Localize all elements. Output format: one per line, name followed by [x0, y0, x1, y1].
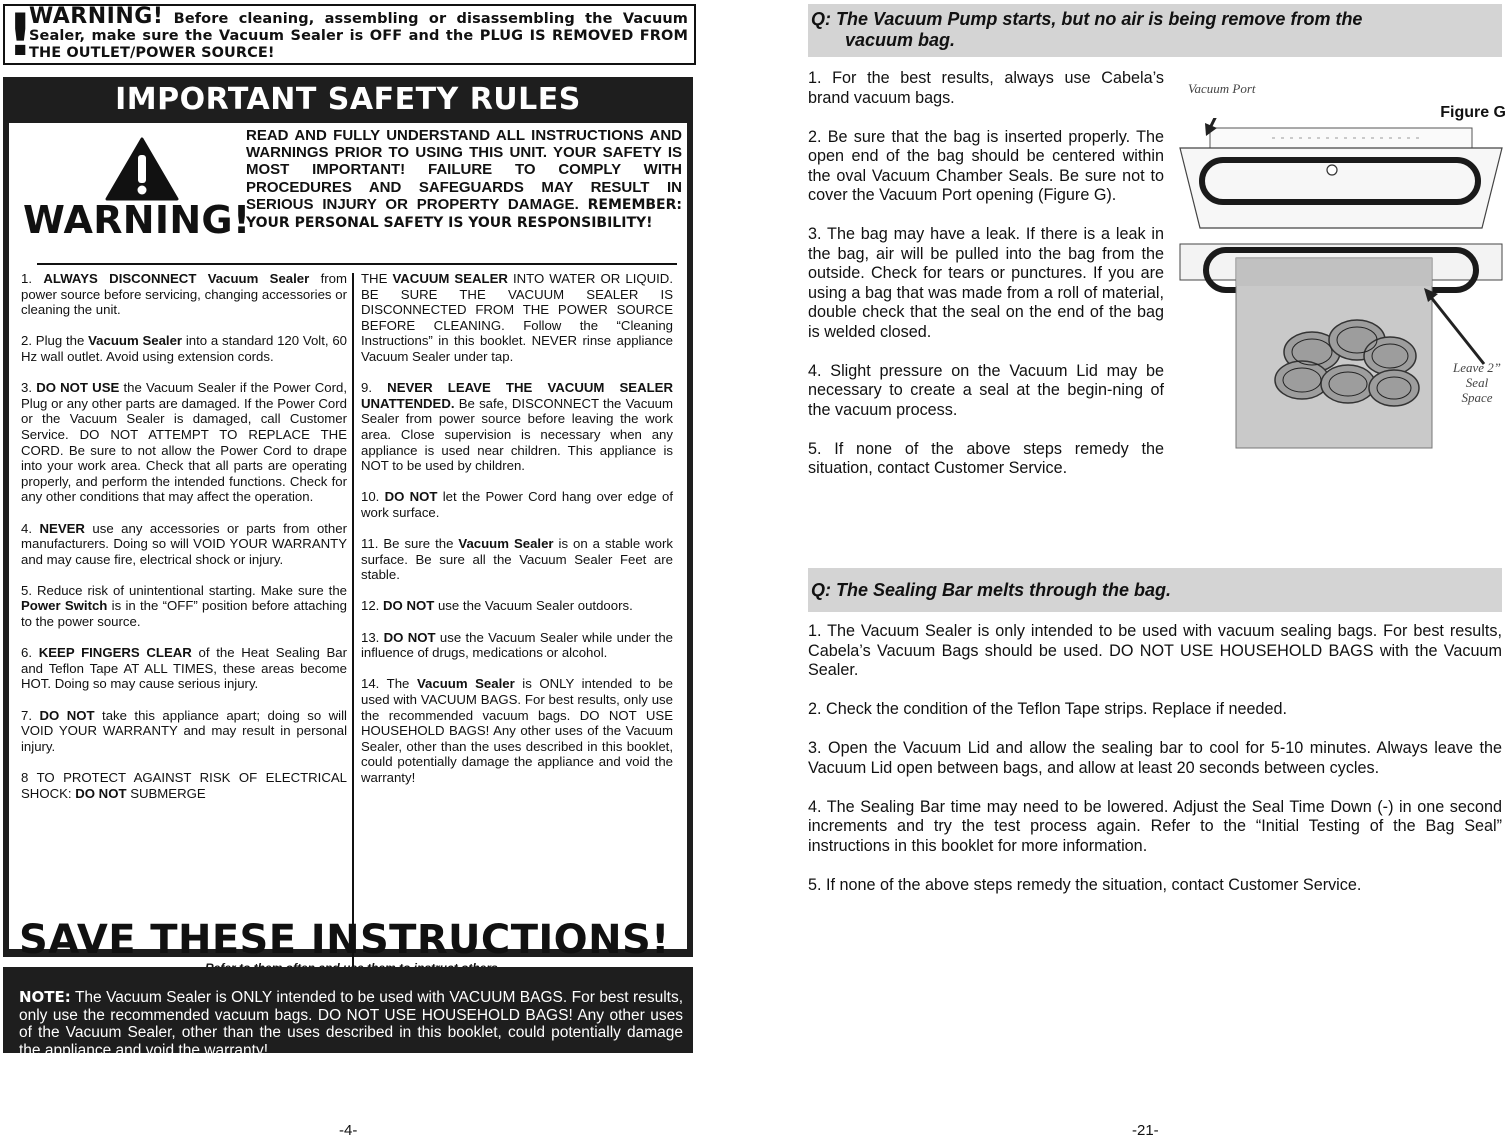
item-emphasis: DO NOT [384, 489, 438, 505]
item-text: into a standard 120 Volt, 60 Hz wall outlet. Avoid using extension cords. [21, 333, 347, 364]
item-text: is in the “OFF” position before attaching to the power source. [21, 598, 347, 630]
note-label: NOTE: [19, 988, 71, 1006]
save-instructions-heading: SAVE THESE INSTRUCTIONS! [19, 917, 670, 963]
top-warning-text [29, 4, 688, 62]
item-text: use the Vacuum Sealer outdoors. [434, 598, 633, 614]
item-emphasis: DO NOT [39, 707, 95, 723]
item-text: use any accessories or parts from other manufacturers. Doing so will VOID YOUR WARRANTY and may cause fire, electrical shock or injury. [21, 520, 347, 567]
list-item [21, 380, 347, 505]
top-warning-box [3, 1, 696, 69]
safety-intro-emphasis: REMEMBER: YOUR PERSONAL SAFETY IS YOUR RESPONSIBILITY! [246, 196, 682, 232]
item-number: 4. [21, 520, 32, 536]
item-text: Reduce risk of unintentional starting. Make sure the [37, 582, 347, 598]
item-number: 9. [361, 380, 372, 396]
right-page [808, 0, 1504, 1137]
item-emphasis: DO NOT USE [36, 380, 120, 396]
item-emphasis: Vacuum Sealer [88, 333, 183, 349]
list-item [361, 630, 673, 661]
list-item [361, 536, 673, 583]
list-item [21, 333, 347, 364]
item-number: 8 [21, 770, 29, 785]
safety-rules-content [9, 123, 687, 963]
sealing-bar-answers [808, 622, 1502, 915]
list-item [21, 271, 347, 318]
safety-rules-title: IMPORTANT SAFETY RULES [115, 82, 581, 117]
top-warning-heading: WARNING! [29, 4, 164, 29]
vacuum-port-label: Vacuum Port [1188, 81, 1256, 96]
top-warning-body: Before cleaning, assembling or disassembling the Vacuum Sealer, make sure the Vacuum Sealer is OFF and the PLUG IS REMOVED FROM THE OUTLET/POWER SOURCE! [29, 11, 688, 61]
question-line-2: vacuum bag. [845, 30, 956, 50]
item-text: from power source before servicing, changing accessories or cleaning the unit. [21, 271, 347, 318]
question-text: The Sealing Bar melts through the bag. [836, 580, 1172, 600]
item-text: take this appliance apart; doing so will VOID YOUR WARRANTY and may result in personal injury. [21, 707, 347, 754]
list-item: 1. The Vacuum Sealer is only intended to be used with vacuum sealing bags. For best results, Cabela’s Vacuum Bags should be used. DO NOT USE HOUSEHOLD BAGS with the Vacuum Sealer. [808, 622, 1502, 679]
list-item: 2. Be sure that the bag is inserted properly. The open end of the bag should be centered within the oval Vacuum Chamber Seals. Be sure not to cover the Vacuum Port opening (Figure G). [808, 127, 1164, 204]
item-emphasis: NEVER LEAVE THE VACUUM SEALER UNATTENDED. [361, 380, 673, 411]
item-number: 6. [21, 645, 32, 661]
item-text: SUBMERGE [126, 785, 206, 801]
figure-g-label: Figure G [1440, 104, 1506, 121]
item-number: 2. [21, 333, 32, 349]
question-line-1 [811, 9, 1502, 30]
question-prefix: Q: [811, 580, 831, 600]
list-item: 3. The bag may have a leak. If there is a leak in the bag, air will be pulled into the bag from the outside. Check for tears or punctures. If you are using a bag that was made from a roll of material, double check that the seal on the end of the bag is welded closed. [808, 225, 1164, 341]
item-text: INTO WATER OR LIQUID. BE SURE THE VACUUM SEALER IS DISCONNECTED FROM THE POWER SOURCE BEFORE CLEANING. Follow the “Cleaning Instructions” in this booklet. NEVER rinse appliance Vacuum Sealer under tap. [361, 271, 673, 364]
list-item: 2. Check the condition of the Teflon Tape strips. Replace if needed. [808, 700, 1288, 718]
item-text: Plug the [35, 333, 89, 349]
item-emphasis: Vacuum Sealer [458, 536, 554, 552]
item-text: THE [361, 271, 393, 286]
question-sealing-bar [808, 568, 1502, 612]
list-item: 4. Slight pressure on the Vacuum Lid may be necessary to create a seal at the begin-ning of the vacuum process. [808, 361, 1164, 419]
item-number: 12. [361, 598, 380, 614]
item-emphasis: VACUUM SEALER [392, 271, 508, 286]
exclamation-icon: ! [7, 1, 34, 69]
item-emphasis: KEEP FINGERS CLEAR [38, 645, 192, 661]
safety-rules-box [3, 77, 693, 963]
item-text: the Vacuum Sealer if the Power Cord, Plug or any other parts are damaged. If the Power Cord or the Vacuum Sealer is damaged, call Customer Service. DO NOT ATTEMPT TO REPLACE THE CORD. Be sure to not allow the Power Cord to drape into your work area. Check that all parts are operating properly, and perform the intended functions. Check for any other conditions that may affect the operation. [21, 380, 347, 505]
safety-rules-left-column [21, 271, 347, 817]
leave-seal-space-line-1: Leave 2” [1452, 360, 1502, 375]
figure-g [1172, 76, 1506, 452]
list-item [361, 598, 673, 614]
column-divider [352, 273, 354, 997]
list-item [21, 708, 347, 755]
safety-intro [246, 127, 682, 232]
list-item: 5. If none of the above steps remedy the situation, contact Customer Service. [808, 875, 1362, 894]
warning-triangle-icon [105, 137, 179, 201]
item-number: 7. [21, 707, 32, 723]
question-text: The Vacuum Pump starts, but no air is being remove from the [836, 9, 1363, 29]
item-number: 13. [361, 629, 380, 645]
leave-seal-space-line-2: Seal [1465, 375, 1489, 390]
leave-seal-space-label [1448, 360, 1506, 405]
divider [37, 263, 677, 265]
list-item [361, 489, 673, 520]
list-item: 1. For the best results, always use Cabela’s brand vacuum bags. [808, 69, 1164, 107]
item-emphasis: NEVER [39, 520, 85, 536]
item-text: Be sure the [383, 536, 459, 552]
item-number: 5. [21, 582, 32, 598]
list-item [21, 521, 347, 568]
item-text: TO PROTECT AGAINST RISK OF ELECTRICAL SHOCK: [21, 770, 347, 801]
list-item [21, 645, 347, 692]
list-item [361, 271, 673, 365]
item-emphasis: Power Switch [21, 598, 108, 614]
page-number-right: -21- [1132, 1122, 1159, 1137]
list-item [361, 380, 673, 474]
note-box [3, 967, 693, 1059]
list-item: 3. Open the Vacuum Lid and allow the sealing bar to cool for 5-10 minutes. Always leave the Vacuum Lid open between bags, and allow at least 20 seconds between cycles. [808, 739, 1502, 777]
question-vacuum-pump [808, 4, 1502, 57]
safety-intro-text: READ AND FULLY UNDERSTAND ALL INSTRUCTIONS AND WARNINGS PRIOR TO USING THIS UNIT. YOUR SAFETY IS MOST IMPORTANT! FAILURE TO COMPLY WITH PROCEDURES AND SAFEGUARDS MAY RESULT IN SERIOUS INJURY OR PROPERTY DAMAGE. [246, 127, 682, 213]
vacuum-pump-answers [808, 69, 1164, 498]
warning-label: WARNING! [23, 198, 251, 242]
item-number: 1. [21, 271, 32, 286]
item-number: 11. [361, 536, 379, 552]
list-item [361, 676, 673, 785]
item-text: let the Power Cord hang over edge of work surface. [361, 489, 673, 520]
item-emphasis: DO NOT [383, 629, 436, 645]
item-text: Be safe, DISCONNECT the Vacuum Sealer from power source before leaving the work area. Close supervision is necessary when any appliance is used near children. This appliance is NOT to be used by children. [361, 395, 673, 474]
item-emphasis: ALWAYS DISCONNECT Vacuum Sealer [43, 271, 310, 286]
item-emphasis: DO NOT [75, 785, 127, 801]
left-page [0, 0, 700, 1137]
question-prefix: Q: [811, 9, 831, 29]
item-number: 14. [361, 676, 380, 692]
item-number: 10. [361, 489, 380, 505]
item-text: is ONLY intended to be used with VACUUM BAGS. For best results, only use the recommended vacuum bags. DO NOT USE HOUSEHOLD BAGS! Any other uses of the Vacuum Sealer, other than the uses described in this booklet, could potentially damage the appliance and void the warranty! [361, 676, 673, 785]
safety-rules-right-column [361, 271, 673, 801]
item-emphasis: DO NOT [383, 598, 435, 614]
note-text: The Vacuum Sealer is ONLY intended to be used with VACUUM BAGS. For best results, only use the recommended vacuum bags. DO NOT USE HOUSEHOLD BAGS! Any other uses of the Vacuum Sealer, other than the uses described in this booklet, could potentially damage the appliance and void the warranty! [19, 989, 684, 1059]
item-text: is on a stable work surface. Be sure all the Vacuum Sealer Feet are stable. [361, 536, 673, 583]
list-item: 4. The Sealing Bar time may need to be lowered. Adjust the Seal Time Down (-) in one second increments and try the test process again. Refer to the “Initial Testing of the Bag Seal” instructions in this booklet for more information. [808, 797, 1502, 855]
list-item [21, 583, 347, 630]
item-emphasis: Vacuum Sealer [416, 676, 515, 692]
list-item [21, 770, 347, 801]
page-number-left: -4- [339, 1122, 358, 1137]
item-text: The [386, 676, 417, 692]
item-text: of the Heat Sealing Bar and Teflon Tape AT ALL TIMES, these areas become HOT. Doing so may cause serious injury. [21, 645, 347, 692]
item-text: use the Vacuum Sealer while under the influence of drugs, medications or alcohol. [361, 629, 673, 661]
leave-seal-space-line-3: Space [1461, 390, 1493, 405]
list-item: 5. If none of the above steps remedy the situation, contact Customer Service. [808, 439, 1164, 477]
item-number: 3. [21, 380, 32, 396]
